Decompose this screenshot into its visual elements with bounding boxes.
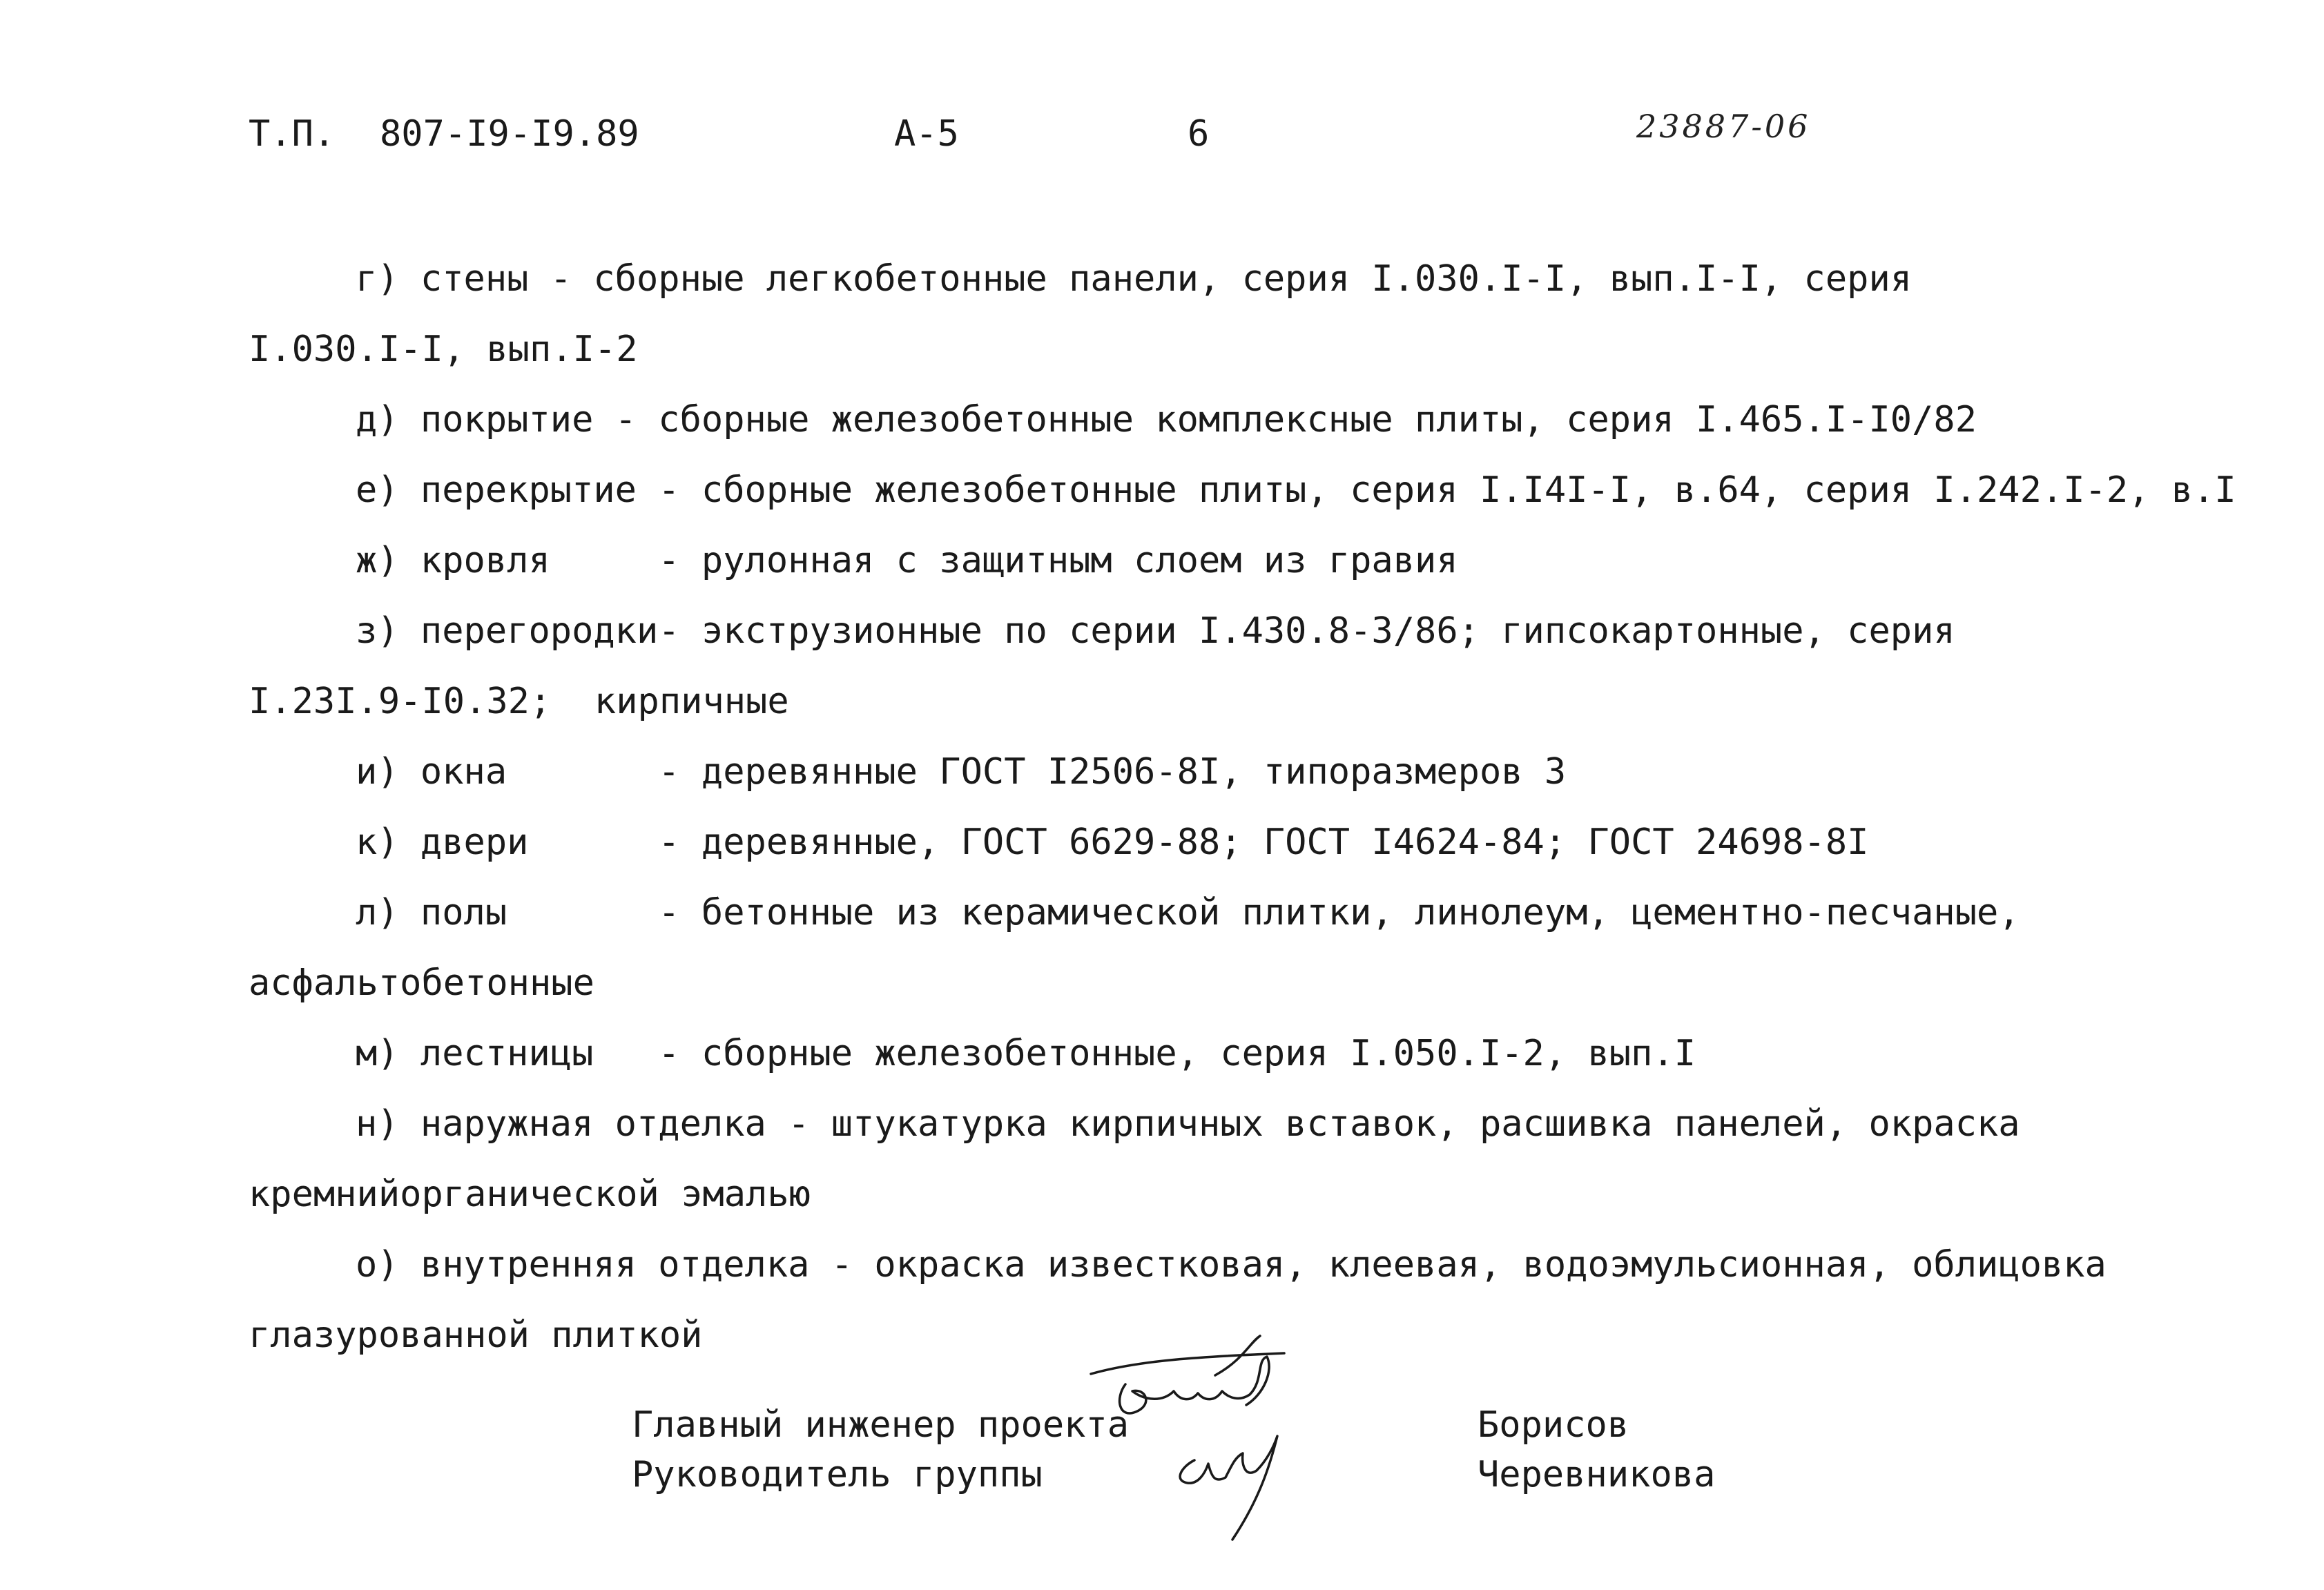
item-roof: ж) кровля - рулонная с защитным слоем из гравия bbox=[356, 540, 1458, 581]
item-partitions: з) перегородки- экструзионные по серии I.430.8-3/86; гипсокартонные, серия bbox=[356, 610, 1955, 652]
group-leader-label: Руководитель группы bbox=[632, 1454, 1043, 1495]
item-interior-finish-cont: глазурованной плиткой bbox=[249, 1315, 703, 1356]
item-walls-cont: I.030.I-I, вып.I-2 bbox=[249, 329, 638, 370]
item-doors: к) двери - деревянные, ГОСТ 6629-88; ГОСТ I4624-84; ГОСТ 24698-8I bbox=[356, 822, 1869, 863]
handwritten-signatures bbox=[1077, 1332, 1408, 1560]
doc-code: 807-I9-I9.89 bbox=[380, 113, 639, 155]
item-roofing-slabs: д) покрытие - сборные железобетонные комплексные плиты, серия I.465.I-I0/82 bbox=[356, 399, 1977, 440]
item-floors-cont: асфальтобетонные bbox=[249, 962, 594, 1004]
album-number: А-5 bbox=[894, 113, 959, 155]
signature-chief-engineer bbox=[1091, 1336, 1284, 1413]
group-leader-name: Черевникова bbox=[1478, 1454, 1716, 1495]
item-floor-slabs: е) перекрытие - сборные железобетонные плиты, серия I.I4I-I, в.64, серия I.242.I-2, в.I bbox=[356, 469, 2236, 511]
item-walls: г) стены - сборные легкобетонные панели, серия I.030.I-I, вып.I-I, серия bbox=[356, 258, 1913, 300]
signature-group-leader bbox=[1180, 1436, 1277, 1540]
chief-engineer-name: Борисов bbox=[1478, 1404, 1629, 1446]
item-stairs: м) лестницы - сборные железобетонные, серия I.050.I-2, вып.I bbox=[356, 1033, 1696, 1074]
item-interior-finish: о) внутренняя отделка - окраска известковая, клеевая, водоэмульсионная, облицовка bbox=[356, 1244, 2107, 1286]
chief-engineer-label: Главный инженер проекта bbox=[632, 1404, 1130, 1446]
item-floors: л) полы - бетонные из керамической плитки, линолеум, цементно-песчаные, bbox=[356, 892, 2020, 933]
item-partitions-cont: I.23I.9-I0.32; кирпичные bbox=[249, 681, 789, 722]
handwritten-number: 23887-06 bbox=[1636, 108, 1811, 145]
item-exterior-finish: н) наружная отделка - штукатурка кирпичных вставок, расшивка панелей, окраска bbox=[356, 1103, 2020, 1145]
item-exterior-finish-cont: кремнийорганической эмалью bbox=[249, 1174, 811, 1215]
page-number: 6 bbox=[1188, 113, 1210, 155]
item-windows: и) окна - деревянные ГОСТ I2506-8I, типоразмеров 3 bbox=[356, 751, 1567, 793]
doc-type: Т.П. bbox=[249, 113, 336, 155]
